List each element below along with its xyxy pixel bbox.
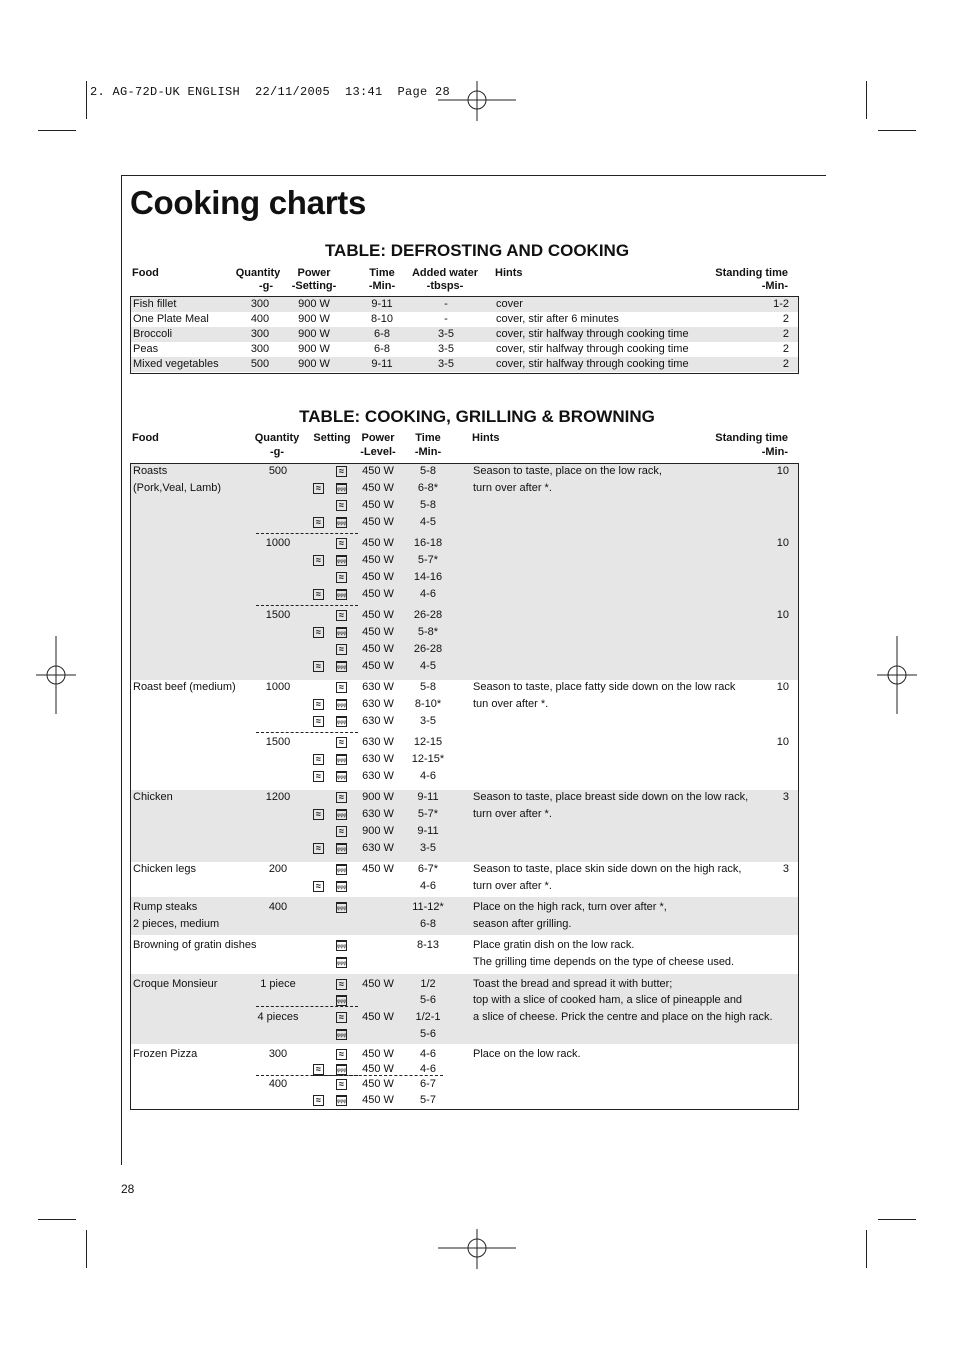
microwave-icon xyxy=(313,809,324,820)
cell-power: 450 W xyxy=(362,554,394,566)
cell-water: - xyxy=(444,313,448,325)
cell-food: Roast beef (medium) xyxy=(133,681,236,693)
cell-time: 5-7 xyxy=(420,1094,436,1106)
cell-power: 450 W xyxy=(362,465,394,477)
cell-time: 26-28 xyxy=(413,609,443,621)
cell-power: 450 W xyxy=(362,1063,394,1075)
microwave-icon xyxy=(313,881,324,892)
cell-power: 900 W xyxy=(362,825,394,837)
cell-food: 2 pieces, medium xyxy=(133,918,220,930)
group-divider xyxy=(256,605,358,606)
group-divider xyxy=(313,1075,443,1076)
cell-hints: turn over after *. xyxy=(473,880,552,892)
cell-hints: Place on the high rack, turn over after *, xyxy=(473,901,667,913)
cell-power: 900 W xyxy=(298,328,330,340)
cell-power: 900 W xyxy=(298,343,330,355)
cell-power: 900 W xyxy=(362,791,394,803)
cell-hints: season after grilling. xyxy=(473,918,572,930)
microwave-icon xyxy=(313,1064,324,1075)
col-time-unit: -Min- xyxy=(368,280,396,292)
cell-time: 11-12* xyxy=(412,901,444,913)
cell-hints: cover xyxy=(496,298,523,310)
microwave-icon xyxy=(313,843,324,854)
cell-power: 900 W xyxy=(298,298,330,310)
cell-power: 630 W xyxy=(362,681,394,693)
cell-quantity: 1200 xyxy=(265,791,291,803)
col-water: Added water xyxy=(411,267,478,279)
cell-power: 630 W xyxy=(362,736,394,748)
microwave-icon xyxy=(336,1049,347,1060)
cell-hints: turn over after *. xyxy=(473,808,552,820)
col-power-unit: -Level- xyxy=(360,446,396,458)
cell-food: Browning of gratin dishes xyxy=(133,939,257,951)
registration-mark xyxy=(877,636,917,714)
cell-time: 5-8 xyxy=(420,499,436,511)
microwave-icon xyxy=(313,555,324,566)
microwave-icon xyxy=(336,610,347,621)
cell-standing: 1-2 xyxy=(773,298,789,310)
cell-quantity: 400 xyxy=(250,313,270,325)
registration-mark xyxy=(438,1229,516,1269)
col-quantity: Quantity xyxy=(235,267,281,279)
grill-icon xyxy=(336,957,347,968)
grill-icon xyxy=(336,661,347,672)
cell-standing: 3 xyxy=(782,863,789,875)
cell-power: 630 W xyxy=(362,753,394,765)
cell-food: Peas xyxy=(133,343,159,355)
microwave-icon xyxy=(313,754,324,765)
col-power: Power xyxy=(361,432,395,444)
col-standing-unit: -Min- xyxy=(761,446,788,458)
cell-hints: cover, stir after 6 minutes xyxy=(496,313,619,325)
microwave-icon xyxy=(336,466,347,477)
cell-water: 3-5 xyxy=(438,343,454,355)
grill-icon xyxy=(336,881,347,892)
crop-mark xyxy=(38,130,76,131)
cell-food: Chicken legs xyxy=(133,863,196,875)
cell-time: 9-11 xyxy=(417,825,439,837)
cell-standing: 2 xyxy=(782,358,789,370)
group-divider xyxy=(256,1006,358,1007)
cell-power: 450 W xyxy=(362,643,394,655)
microwave-icon xyxy=(313,483,324,494)
col-food: Food xyxy=(132,432,159,444)
cell-standing: 2 xyxy=(782,313,789,325)
cell-time: 5-8 xyxy=(420,681,436,693)
microwave-icon xyxy=(313,589,324,600)
grill-icon xyxy=(336,699,347,710)
cell-standing: 2 xyxy=(782,343,789,355)
col-standing-unit: -Min- xyxy=(761,280,788,292)
print-slug: 2. AG-72D-UK ENGLISH 22/11/2005 13:41 Page 28 xyxy=(90,85,451,99)
cell-power: 450 W xyxy=(362,1078,394,1090)
cell-power: 450 W xyxy=(362,499,394,511)
grill-icon xyxy=(336,627,347,638)
page-title: Cooking charts xyxy=(130,184,367,221)
cell-time: 1/2-1 xyxy=(415,1011,441,1023)
cell-time: 5-6 xyxy=(420,994,436,1006)
microwave-icon xyxy=(313,1095,324,1106)
cell-standing: 10 xyxy=(776,736,789,748)
cell-hints: Toast the bread and spread it with butter; xyxy=(473,978,673,990)
cell-quantity: 1500 xyxy=(265,736,291,748)
cell-quantity: 1000 xyxy=(265,681,291,693)
cell-time: 8-13 xyxy=(416,939,440,951)
cell-time: 12-15* xyxy=(411,753,445,765)
cell-hints: tun over after *. xyxy=(473,698,549,710)
registration-mark xyxy=(36,636,76,714)
table1-title: TABLE: DEFROSTING AND COOKING xyxy=(324,241,630,260)
cell-time: 5-7* xyxy=(417,808,439,820)
grill-icon xyxy=(336,517,347,528)
col-time: Time xyxy=(415,432,441,444)
cell-food: Mixed vegetables xyxy=(133,358,219,370)
microwave-icon xyxy=(313,627,324,638)
cell-food: Frozen Pizza xyxy=(133,1048,198,1060)
cell-time: 14-16 xyxy=(413,571,443,583)
cell-power: 450 W xyxy=(362,588,394,600)
cell-time: 12-15 xyxy=(413,736,443,748)
cell-power: 900 W xyxy=(298,313,330,325)
cell-quantity: 1 piece xyxy=(260,978,296,990)
cell-power: 450 W xyxy=(362,537,394,549)
microwave-icon xyxy=(336,792,347,803)
cell-hints: cover, stir halfway through cooking time xyxy=(496,328,689,340)
col-quantity-unit: -g- xyxy=(269,446,285,458)
col-standing: Standing time xyxy=(715,267,788,279)
cell-hints: Place on the low rack. xyxy=(473,1048,581,1060)
cell-power: 630 W xyxy=(362,698,394,710)
cell-quantity: 300 xyxy=(250,298,270,310)
cell-time: 5-8* xyxy=(417,626,439,638)
col-power: Power xyxy=(297,267,331,279)
group-divider xyxy=(256,533,358,534)
cell-time: 6-7* xyxy=(417,863,439,875)
grill-icon xyxy=(336,1029,347,1040)
cell-hints: a slice of cheese. Prick the centre and place on the high rack. xyxy=(473,1011,773,1023)
col-quantity: Quantity xyxy=(254,432,300,444)
crop-mark xyxy=(38,1219,76,1220)
col-quantity-unit: -g- xyxy=(258,280,274,292)
microwave-icon xyxy=(336,644,347,655)
cell-quantity: 1000 xyxy=(265,537,291,549)
crop-mark xyxy=(866,81,867,119)
microwave-icon xyxy=(336,538,347,549)
cell-food: Croque Monsieur xyxy=(133,978,218,990)
microwave-icon xyxy=(336,979,347,990)
crop-mark xyxy=(878,130,916,131)
grill-icon xyxy=(336,555,347,566)
cell-water: - xyxy=(444,298,448,310)
cell-time: 5-7* xyxy=(417,554,439,566)
microwave-icon xyxy=(313,699,324,710)
crop-mark xyxy=(878,1219,916,1220)
cell-power: 450 W xyxy=(362,609,394,621)
microwave-icon xyxy=(336,500,347,511)
cell-time: 9-11 xyxy=(417,791,439,803)
cell-standing: 2 xyxy=(782,328,789,340)
cell-quantity: 1500 xyxy=(265,609,291,621)
table2-title: TABLE: COOKING, GRILLING & BROWNING xyxy=(299,407,655,426)
col-time: Time xyxy=(369,267,395,279)
cell-time: 9-11 xyxy=(371,358,393,370)
col-time-unit: -Min- xyxy=(414,446,442,458)
grill-icon xyxy=(336,589,347,600)
cell-hints: cover, stir halfway through cooking time xyxy=(496,358,689,370)
cell-time: 6-8 xyxy=(374,343,390,355)
cell-standing: 10 xyxy=(776,681,789,693)
cell-time: 5-8 xyxy=(420,465,436,477)
cell-water: 3-5 xyxy=(438,358,454,370)
grill-icon xyxy=(336,902,347,913)
cell-quantity: 500 xyxy=(250,358,270,370)
cell-food: (Pork,Veal, Lamb) xyxy=(133,482,222,494)
col-water-unit: -tbsps- xyxy=(426,280,464,292)
cell-power: 450 W xyxy=(362,571,394,583)
cell-hints: The grilling time depends on the type of cheese used. xyxy=(473,956,735,968)
cell-quantity: 4 pieces xyxy=(257,1011,299,1023)
cell-hints: Season to taste, place fatty side down on the low rack xyxy=(473,681,736,693)
cell-time: 4-5 xyxy=(420,516,436,528)
cell-time: 4-6 xyxy=(420,770,436,782)
cell-time: 4-6 xyxy=(420,1048,436,1060)
cell-standing: 10 xyxy=(776,537,789,549)
cell-power: 450 W xyxy=(362,978,394,990)
grill-icon xyxy=(336,809,347,820)
cell-power: 630 W xyxy=(362,770,394,782)
microwave-icon xyxy=(313,771,324,782)
cell-quantity: 400 xyxy=(268,1078,288,1090)
cell-power: 450 W xyxy=(362,516,394,528)
cell-quantity: 300 xyxy=(250,343,270,355)
cell-hints: Season to taste, place breast side down on the low rack, xyxy=(473,791,749,803)
crop-mark xyxy=(866,1230,867,1268)
cell-hints: turn over after *. xyxy=(473,482,552,494)
microwave-icon xyxy=(313,517,324,528)
grill-icon xyxy=(336,995,347,1006)
cell-food: Rump steaks xyxy=(133,901,198,913)
cell-quantity: 300 xyxy=(250,328,270,340)
cell-power: 450 W xyxy=(362,660,394,672)
cell-hints: Season to taste, place on the low rack, xyxy=(473,465,662,477)
cell-time: 6-8 xyxy=(374,328,390,340)
cell-time: 16-18 xyxy=(413,537,443,549)
cell-quantity: 200 xyxy=(268,863,288,875)
microwave-icon xyxy=(313,661,324,672)
cell-power: 900 W xyxy=(298,358,330,370)
crop-mark xyxy=(86,81,87,119)
microwave-icon xyxy=(336,682,347,693)
grill-icon xyxy=(336,864,347,875)
cell-time: 4-6 xyxy=(420,588,436,600)
cell-time: 3-5 xyxy=(420,842,436,854)
cell-standing: 3 xyxy=(782,791,789,803)
cell-quantity: 500 xyxy=(268,465,288,477)
cell-time: 4-6 xyxy=(420,880,436,892)
col-hints: Hints xyxy=(472,432,500,444)
cell-hints: top with a slice of cooked ham, a slice of pineapple and xyxy=(473,994,743,1006)
cell-food: Broccoli xyxy=(133,328,173,340)
grill-icon xyxy=(336,1095,347,1106)
cell-time: 26-28 xyxy=(413,643,443,655)
microwave-icon xyxy=(336,737,347,748)
cell-power: 630 W xyxy=(362,842,394,854)
grill-icon xyxy=(336,716,347,727)
cell-hints: Season to taste, place skin side down on the high rack, xyxy=(473,863,742,875)
cell-hints: Place gratin dish on the low rack. xyxy=(473,939,635,951)
microwave-icon xyxy=(336,572,347,583)
cell-power: 450 W xyxy=(362,1048,394,1060)
microwave-icon xyxy=(336,1012,347,1023)
cell-time: 3-5 xyxy=(420,715,436,727)
cell-time: 6-8 xyxy=(420,918,436,930)
grill-icon xyxy=(336,483,347,494)
col-food: Food xyxy=(132,267,159,279)
col-setting: Setting xyxy=(313,432,351,444)
cell-time: 6-8* xyxy=(417,482,439,494)
cell-time: 8-10 xyxy=(370,313,394,325)
frame-top-rule xyxy=(121,175,826,176)
cell-power: 450 W xyxy=(362,626,394,638)
cell-power: 450 W xyxy=(362,482,394,494)
cell-power: 450 W xyxy=(362,863,394,875)
cell-quantity: 300 xyxy=(268,1048,288,1060)
cell-time: 9-11 xyxy=(371,298,393,310)
col-standing: Standing time xyxy=(715,432,788,444)
col-power-unit: -Setting- xyxy=(291,280,337,292)
cell-standing: 10 xyxy=(776,609,789,621)
cell-standing: 10 xyxy=(776,465,789,477)
cell-food: Fish fillet xyxy=(133,298,177,310)
microwave-icon xyxy=(336,1079,347,1090)
frame-left-rule xyxy=(121,175,122,1165)
microwave-icon xyxy=(336,826,347,837)
cell-water: 3-5 xyxy=(438,328,454,340)
cell-time: 5-6 xyxy=(420,1028,436,1040)
page-number: 28 xyxy=(121,1182,135,1196)
grill-icon xyxy=(336,940,347,951)
cell-power: 450 W xyxy=(362,1094,394,1106)
cell-time: 1/2 xyxy=(420,978,436,990)
cell-time: 4-6 xyxy=(420,1063,436,1075)
grill-icon xyxy=(336,1064,347,1075)
cell-food: Roasts xyxy=(133,465,168,477)
cell-power: 630 W xyxy=(362,715,394,727)
cell-power: 630 W xyxy=(362,808,394,820)
microwave-icon xyxy=(313,716,324,727)
cell-food: One Plate Meal xyxy=(133,313,209,325)
group-divider xyxy=(256,732,358,733)
cell-food: Chicken xyxy=(133,791,173,803)
grill-icon xyxy=(336,771,347,782)
cell-hints: cover, stir halfway through cooking time xyxy=(496,343,689,355)
cell-time: 6-7 xyxy=(420,1078,436,1090)
crop-mark xyxy=(86,1230,87,1268)
col-hints: Hints xyxy=(495,267,523,279)
grill-icon xyxy=(336,754,347,765)
grill-icon xyxy=(336,843,347,854)
cell-power: 450 W xyxy=(362,1011,394,1023)
cell-time: 4-5 xyxy=(420,660,436,672)
cell-time: 8-10* xyxy=(414,698,442,710)
cell-quantity: 400 xyxy=(268,901,288,913)
